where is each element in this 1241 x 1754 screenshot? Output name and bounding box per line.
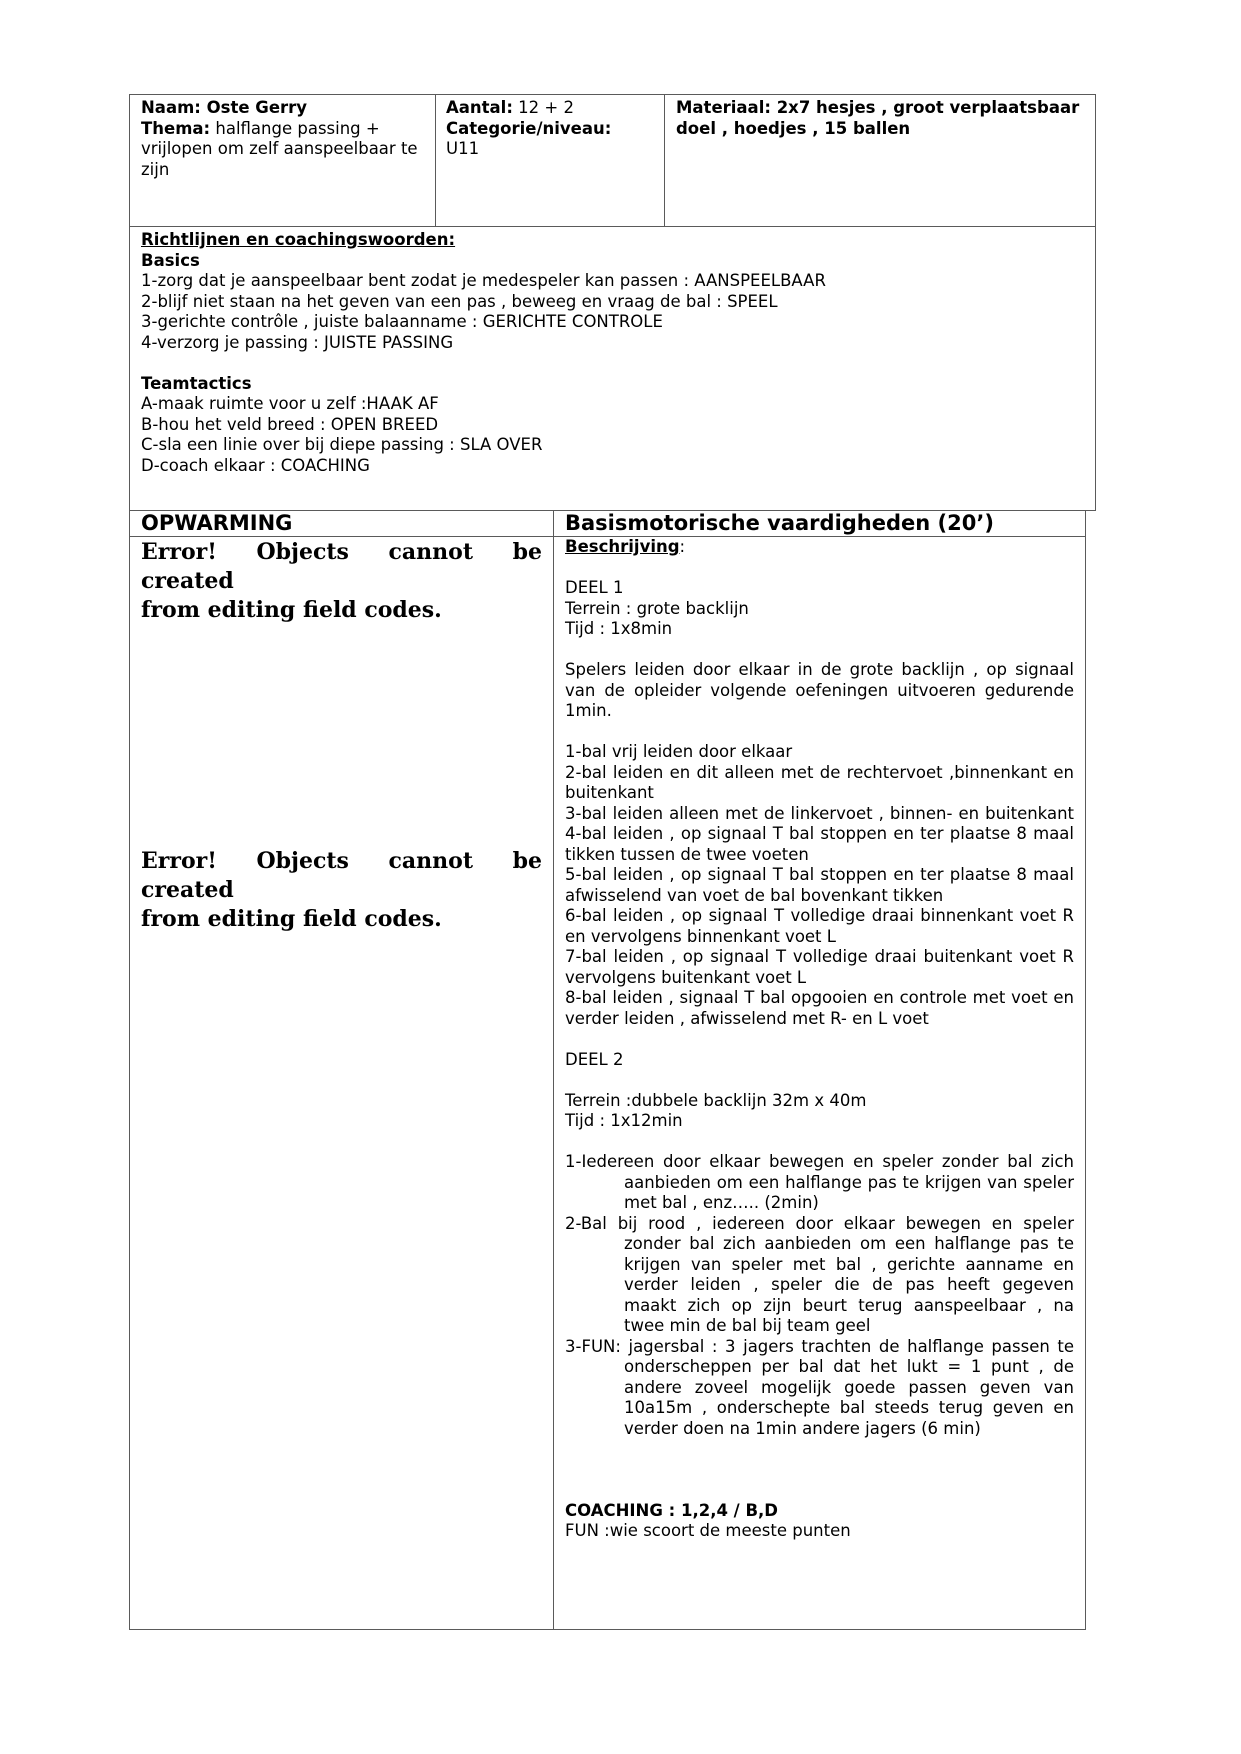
beschrijving-colon: : — [679, 537, 686, 556]
deel2-tijd: Tijd : 1x12min — [565, 1111, 683, 1130]
item1-line-1: 1-Iedereen door elkaar bewegen en speler zonder bal zich — [565, 1152, 1074, 1171]
item3-line-2: onderscheppen per bal dat het lukt = 1 punt , de — [624, 1357, 1074, 1376]
item3-line-5: verder doen na 1min andere jagers (6 min) — [624, 1418, 981, 1438]
exercise-line-10: en vervolgens binnenkant voet L — [565, 926, 836, 946]
naam-label: Naam: Oste Gerry — [141, 98, 308, 117]
basics-item-3: 3-gerichte contrôle , juiste balaanname : GERICHTE CONTROLE — [141, 312, 663, 331]
intro-paragraph — [565, 660, 1074, 722]
exercise-line-11: 7-bal leiden , op signaal T volledige draai buitenkant voet R — [565, 947, 1074, 966]
item1-line-2: aanbieden om een halflange pas te krijgen van speler — [624, 1172, 1074, 1192]
basics-title: Basics — [141, 250, 200, 270]
deel1-terrein: Terrein : grote backlijn — [565, 598, 749, 618]
thema-label: Thema: — [141, 118, 211, 138]
exercise-line-12: vervolgens buitenkant voet L — [565, 967, 807, 987]
item3-line-4: 10a15m , onderschepte bal steeds terug geven en — [624, 1398, 1074, 1417]
basics-item-2: 2-blijf niet staan na het geven van een pas , beweeg en vraag de bal : SPEEL — [141, 291, 778, 311]
exercise-line-2: 2-bal leiden en dit alleen met de rechtervoet ,binnenkant en — [565, 762, 1074, 782]
item3-line-3: andere zoveel mogelijk goede passen geven van — [624, 1377, 1074, 1397]
error-1-line-1: Error! Objects cannot be created — [141, 539, 542, 594]
intro-line-3: 1min. — [565, 701, 612, 720]
item2-line-1: 2-Bal bij rood , iedereen door elkaar bewegen en speler — [565, 1213, 1074, 1233]
beschrijving-label: Beschrijving — [565, 537, 680, 556]
thema-line-1: halflange passing + — [210, 118, 380, 138]
aantal-value: 12 + 2 — [512, 98, 574, 117]
exercise-line-5: 4-bal leiden , op signaal T bal stoppen en ter plaatse 8 maal — [565, 824, 1074, 843]
aantal-label: Aantal: — [446, 98, 513, 117]
item1-line-3: met bal , enz….. (2min) — [624, 1193, 819, 1212]
exercise-line-8: afwisselend van voet de bal bovenkant tikken — [565, 885, 944, 905]
error-placeholder-1 — [141, 538, 542, 625]
aantal-block — [446, 98, 656, 160]
deel1-tijd: Tijd : 1x8min — [565, 619, 673, 638]
exercise-list — [565, 742, 1074, 1029]
teamtactics-item-c: C-sla een linie over bij diepe passing : SLA OVER — [141, 435, 543, 454]
basics-item-1: 1-zorg dat je aanspeelbaar bent zodat je medespeler kan passen : AANSPEELBAAR — [141, 271, 826, 290]
intro-line-1: Spelers leiden door elkaar in de grote backlijn , op signaal — [565, 660, 1074, 679]
materiaal-line-1: Materiaal: 2x7 hesjes , groot verplaatsbaar — [676, 98, 1080, 117]
basics-item-4: 4-verzorg je passing : JUISTE PASSING — [141, 332, 454, 352]
exercise-line-7: 5-bal leiden , op signaal T bal stoppen en ter plaatse 8 maal — [565, 865, 1074, 884]
error-1-line-2: from editing field codes. — [141, 597, 442, 623]
teamtactics-item-a: A-maak ruimte voor u zelf :HAAK AF — [141, 394, 439, 413]
exercise-line-4: 3-bal leiden alleen met de linkervoet , binnen- en buitenkant — [565, 803, 1074, 823]
exercise-line-6: tikken tussen de twee voeten — [565, 844, 809, 864]
teamtactics-item-d: D-coach elkaar : COACHING — [141, 455, 370, 475]
richtlijnen-block — [141, 230, 1081, 476]
item2-line-2: zonder bal zich aanbieden om een halflange pas te — [624, 1234, 1074, 1253]
deel2-item-3 — [565, 1337, 1074, 1440]
deel2-terrein: Terrein :dubbele backlijn 32m x 40m — [565, 1090, 867, 1110]
item2-line-6: twee min de bal bij team geel — [624, 1316, 871, 1335]
item2-line-4: verder leiden , speler die de pas heeft gegeven — [624, 1275, 1074, 1294]
materiaal-line-2: doel , hoedjes , 15 ballen — [676, 118, 911, 138]
richtlijnen-title: Richtlijnen en coachingswoorden: — [141, 230, 456, 249]
teamtactics-item-b: B-hou het veld breed : OPEN BREED — [141, 414, 439, 434]
beschrijving-block — [565, 537, 1074, 1542]
deel1-title: DEEL 1 — [565, 578, 624, 597]
error-2-line-2: from editing field codes. — [141, 906, 442, 932]
exercise-line-14: verder leiden , afwisselend met R- en L voet — [565, 1008, 929, 1028]
deel2-title: DEEL 2 — [565, 1049, 624, 1069]
materiaal-block — [676, 98, 1091, 139]
thema-line-3: zijn — [141, 159, 170, 179]
error-placeholder-2 — [141, 847, 542, 934]
fun-line: FUN :wie scoort de meeste punten — [565, 1521, 851, 1540]
item2-line-5: maakt zich op zijn beurt terug aanspeelbaar , na — [624, 1295, 1074, 1315]
exercise-line-13: 8-bal leiden , signaal T bal opgooien en controle met voet en — [565, 988, 1074, 1007]
deel2-item-1 — [565, 1152, 1074, 1214]
deel2-item-2 — [565, 1214, 1074, 1337]
exercise-line-3: buitenkant — [565, 783, 654, 802]
item2-line-3: krijgen van speler met bal , gerichte aanname en — [624, 1254, 1074, 1274]
naam-block — [141, 98, 431, 180]
coaching-line: COACHING : 1,2,4 / B,D — [565, 1500, 778, 1520]
thema-line-2: vrijlopen om zelf aanspeelbaar te — [141, 139, 418, 158]
exercise-line-9: 6-bal leiden , op signaal T volledige draai binnenkant voet R — [565, 906, 1074, 925]
exercise-line-1: 1-bal vrij leiden door elkaar — [565, 742, 793, 761]
intro-line-2: van de opleider volgende oefeningen uitvoeren gedurende — [565, 680, 1074, 700]
left-body-cell — [129, 536, 554, 1630]
basismotorische-header: Basismotorische vaardigheden (20’) — [565, 511, 994, 535]
error-2-line-1: Error! Objects cannot be created — [141, 848, 542, 903]
item3-line-1: 3-FUN: jagersbal : 3 jagers trachten de halflange passen te — [565, 1336, 1074, 1356]
teamtactics-title: Teamtactics — [141, 373, 252, 393]
categorie-value: U11 — [446, 139, 480, 158]
categorie-label: Categorie/niveau: — [446, 118, 612, 138]
opwarming-header: OPWARMING — [141, 511, 293, 535]
